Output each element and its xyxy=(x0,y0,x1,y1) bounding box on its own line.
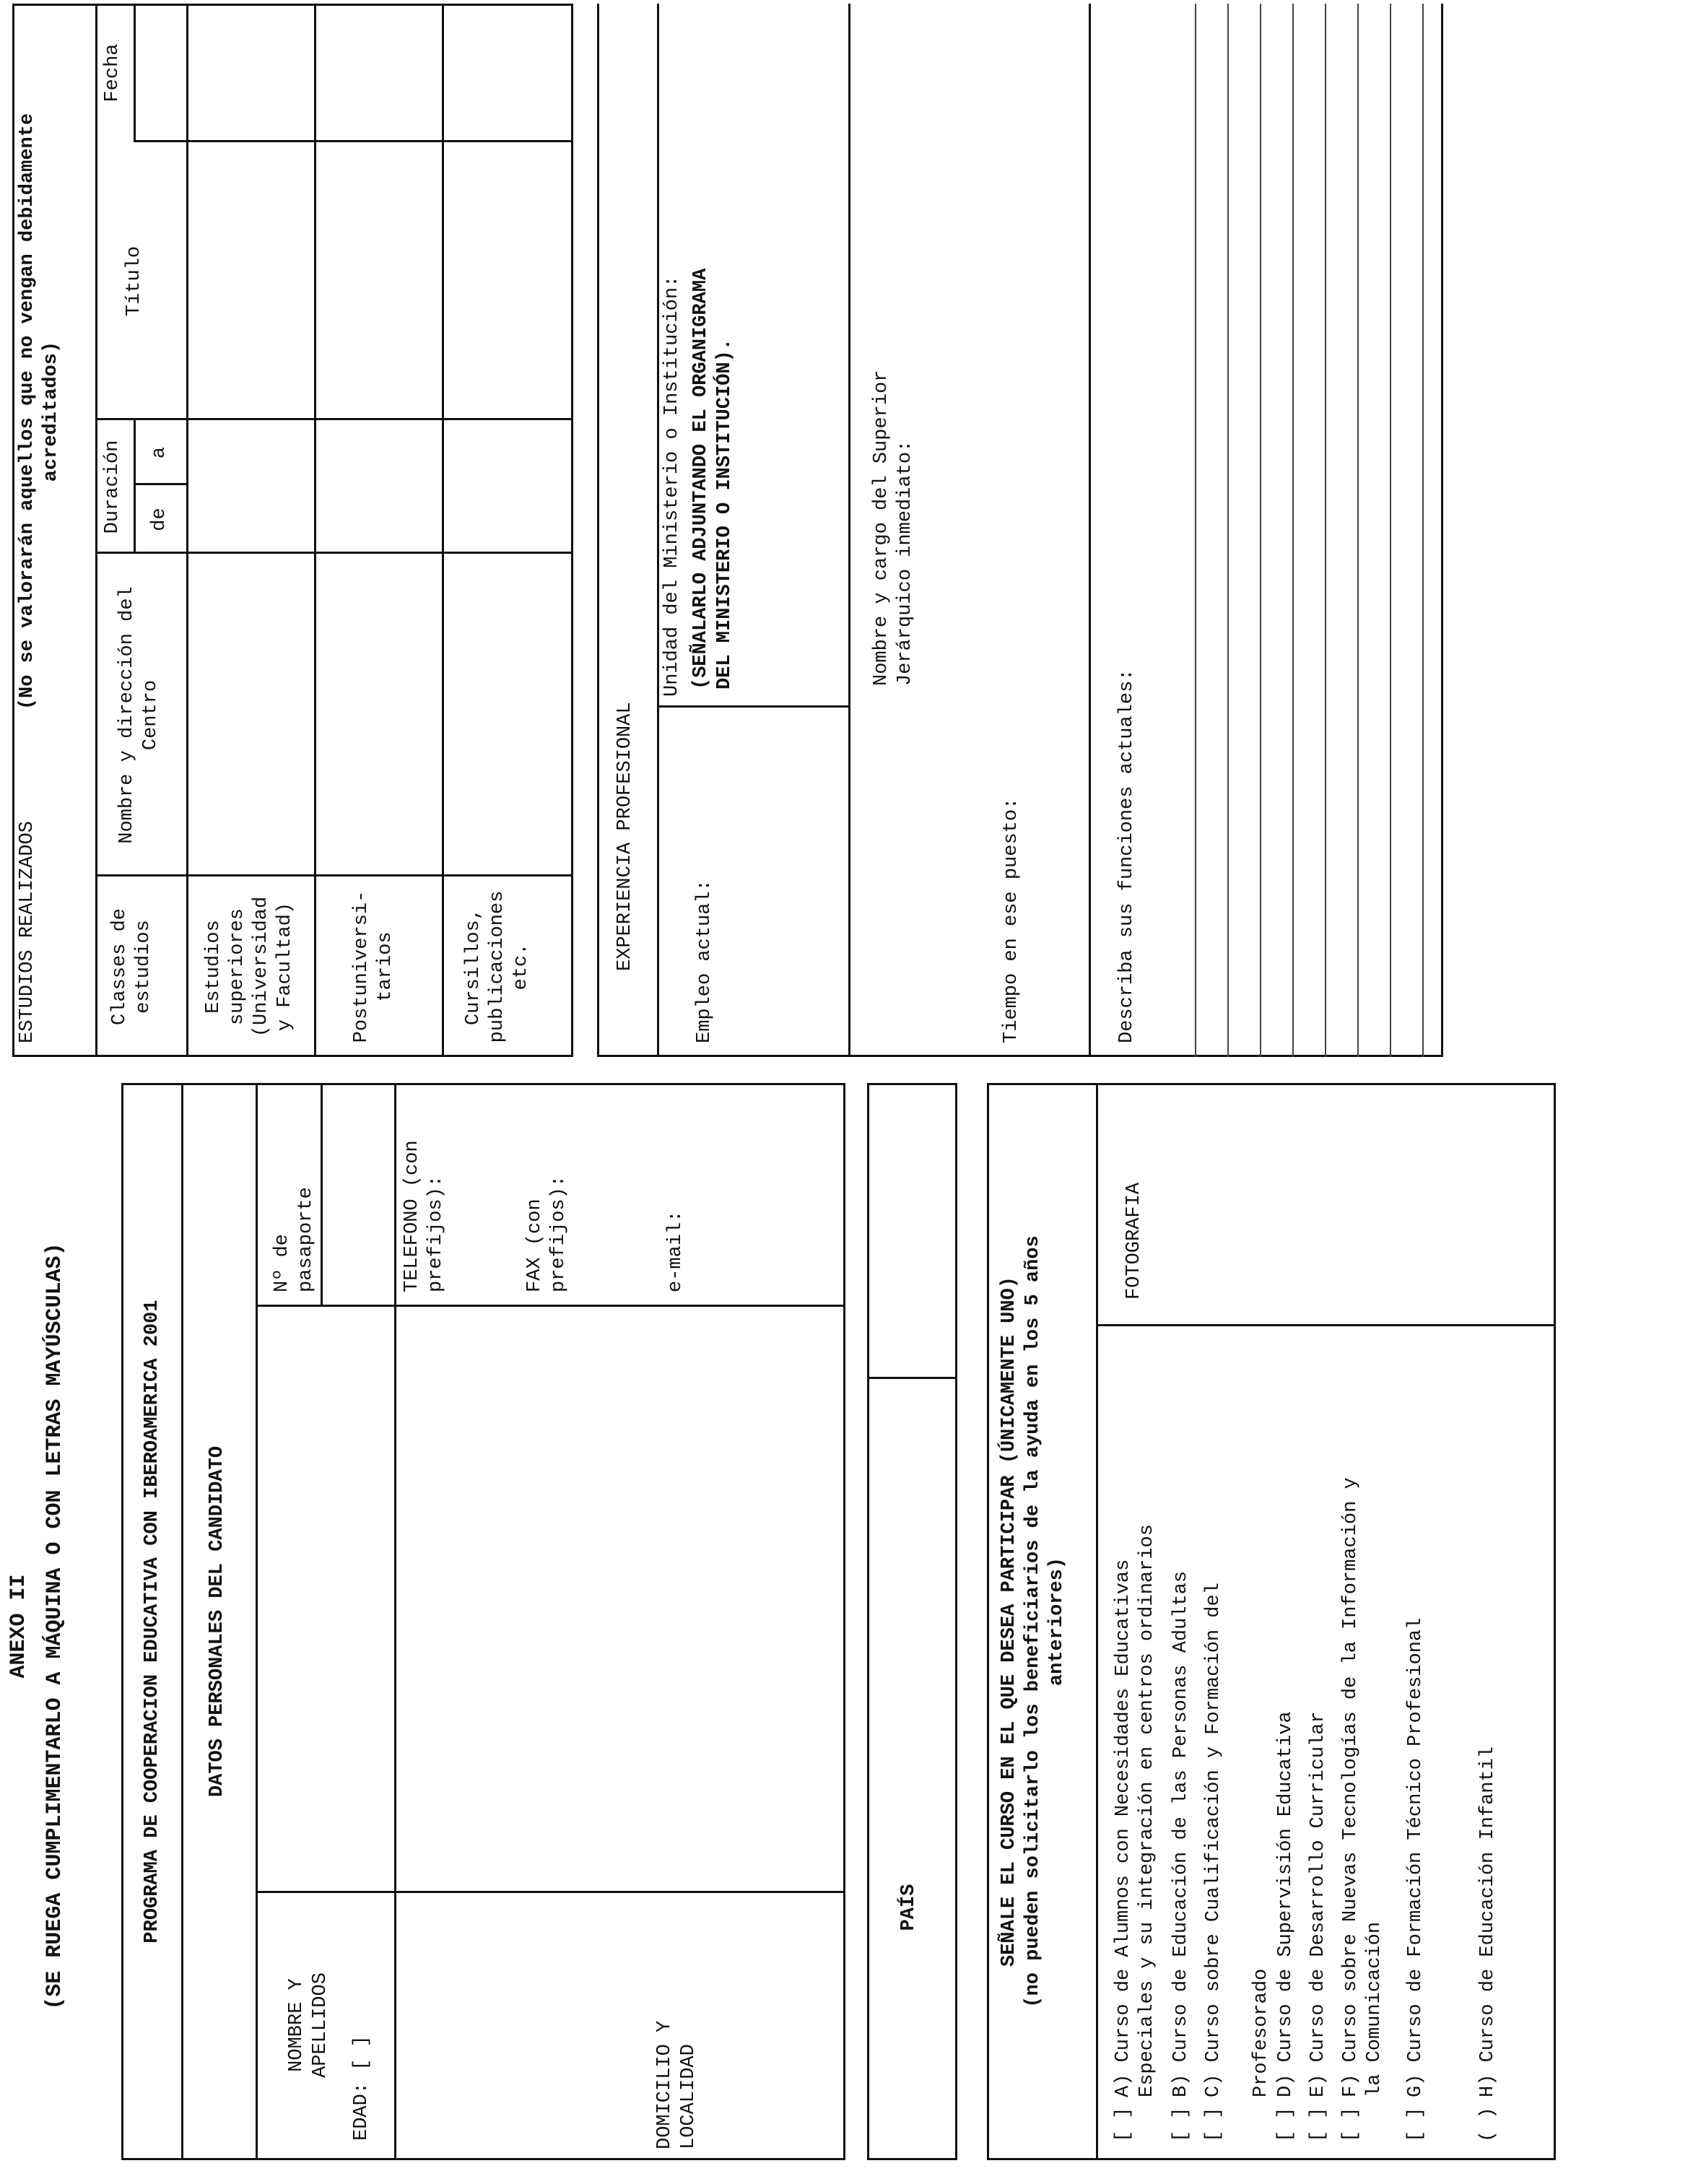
course-option-a[interactable] xyxy=(1112,1334,1158,2142)
email-label: e-mail: xyxy=(665,1210,687,1292)
checkbox[interactable]: [ ] xyxy=(1170,2107,1192,2142)
course-option-c[interactable] xyxy=(1202,1334,1272,2142)
course-option-f[interactable] xyxy=(1339,1334,1385,2142)
unit-label: Unidad del Ministerio o Institución: xyxy=(661,275,683,697)
passport-field[interactable] xyxy=(325,1087,391,1302)
studies-row-label: Postuniversi- tarios xyxy=(351,890,396,1043)
col-duration-header: Duración xyxy=(102,440,123,534)
photo-label: FOTOGRAFIA xyxy=(1123,1182,1145,1300)
personal-data-heading: DATOS PERSONALES DEL CANDIDATO xyxy=(206,1445,228,1798)
checkbox[interactable]: [ ] xyxy=(1307,2107,1329,2142)
course-option-h[interactable] xyxy=(1476,1334,1505,2142)
course-label: C) Curso sobre Cualificación y Formación del Profesorado xyxy=(1203,1583,1272,2097)
annex-title: ANEXO II xyxy=(6,1574,31,1679)
passport-label: Nº de pasaporte xyxy=(271,1187,317,1292)
course-label: B) Curso de Educación de las Personas Adultas xyxy=(1170,1570,1192,2097)
checkbox[interactable]: [ ] xyxy=(1203,2107,1224,2142)
address-field[interactable] xyxy=(399,1310,841,1888)
checkbox[interactable]: [ ] xyxy=(1405,2107,1427,2142)
course-label: D) Curso de Supervisión Educativa xyxy=(1275,1711,1297,2097)
country-label: PAÍS xyxy=(898,1884,920,1931)
course-label: A) Curso de Alumnos con Necesidades Educativas Especiales y su integración en centros ordinarios xyxy=(1113,1524,1158,2097)
col-center-header: Nombre y dirección del Centro xyxy=(116,586,162,844)
program-title: PROGRAMA DE COOPERACION EDUCATIVA CON IBEROAMERICA 2001 xyxy=(142,1300,163,1944)
photo-area[interactable] xyxy=(1101,1087,1552,1321)
course-label: F) Curso sobre Nuevas Tecnologías de la Información y la Comunicación xyxy=(1340,1477,1385,2097)
functions-label: Describa sus funciones actuales: xyxy=(1116,669,1138,1043)
col-class-header: Classes de estudios xyxy=(109,908,154,1026)
name-field[interactable] xyxy=(260,1310,390,1888)
age-label: EDAD: [ ] xyxy=(351,2035,373,2141)
fill-instruction: (SE RUEGA CUMPLIMENTARLO A MÁQUINA O CON LETRAS MAYÚSCULAS) xyxy=(43,1243,67,2010)
checkbox[interactable]: [ ] xyxy=(1340,2107,1362,2142)
col-title-header: Título xyxy=(123,245,145,317)
time-in-position-label: Tiempo en ese puesto: xyxy=(1001,797,1022,1043)
phone-label: TELEFONO (con prefijos): xyxy=(401,1140,447,1292)
course-label: G) Curso de Formación Técnico Profesional xyxy=(1405,1617,1427,2097)
course-heading: SEÑALE EL CURSO EN EL QUE DESEA PARTICIPAR (ÚNICAMENTE UNO) (no pueden solicitarlo los beneficiarios de la ayuda en los 5 años anteriores) xyxy=(998,1235,1068,2008)
studies-header-note: (No se valorarán aquellos que no vengan debidamente acreditados) xyxy=(17,113,62,710)
address-label: DOMICILIO Y LOCALIDAD xyxy=(654,2020,700,2149)
course-label: H) Curso de Educación Infantil xyxy=(1477,1746,1499,2097)
col-date-header: Fecha xyxy=(102,43,123,103)
col-to-header: a xyxy=(149,446,170,459)
studies-row-label: Cursillos, publicaciones etc. xyxy=(463,890,532,1043)
country-field[interactable] xyxy=(870,1383,953,1650)
course-option-d[interactable] xyxy=(1274,1334,1303,2142)
experience-heading: EXPERIENCIA PROFESIONAL xyxy=(614,702,636,971)
studies-row-label: Estudios superiores (Universidad y Facultad) xyxy=(203,896,296,1037)
functions-field[interactable] xyxy=(1155,9,1440,1052)
checkbox[interactable]: [ ] xyxy=(1113,2107,1134,2142)
course-option-g[interactable] xyxy=(1404,1334,1433,2142)
unit-note: (SEÑALARLO ADJUNTANDO EL ORGANIGRAMA DEL MINISTERIO O INSTITUCIÓN). xyxy=(690,268,736,689)
col-from-header: de xyxy=(149,508,170,531)
checkbox[interactable]: [ ] xyxy=(1275,2107,1297,2142)
fax-label: FAX (con prefijos): xyxy=(524,1175,570,1292)
course-option-b[interactable] xyxy=(1170,1334,1198,2142)
superior-label: Nombre y cargo del Superior Jerárquico inmediato: xyxy=(871,370,916,686)
checkbox[interactable]: ( ) xyxy=(1477,2107,1499,2142)
course-label: E) Curso de Desarrollo Curricular xyxy=(1307,1711,1329,2097)
name-label: NOMBRE Y APELLIDOS xyxy=(286,1972,331,2078)
studies-header-title: ESTUDIOS REALIZADOS xyxy=(17,821,38,1043)
course-option-e[interactable] xyxy=(1307,1334,1336,2142)
current-job-label: Empleo actual: xyxy=(694,879,715,1043)
